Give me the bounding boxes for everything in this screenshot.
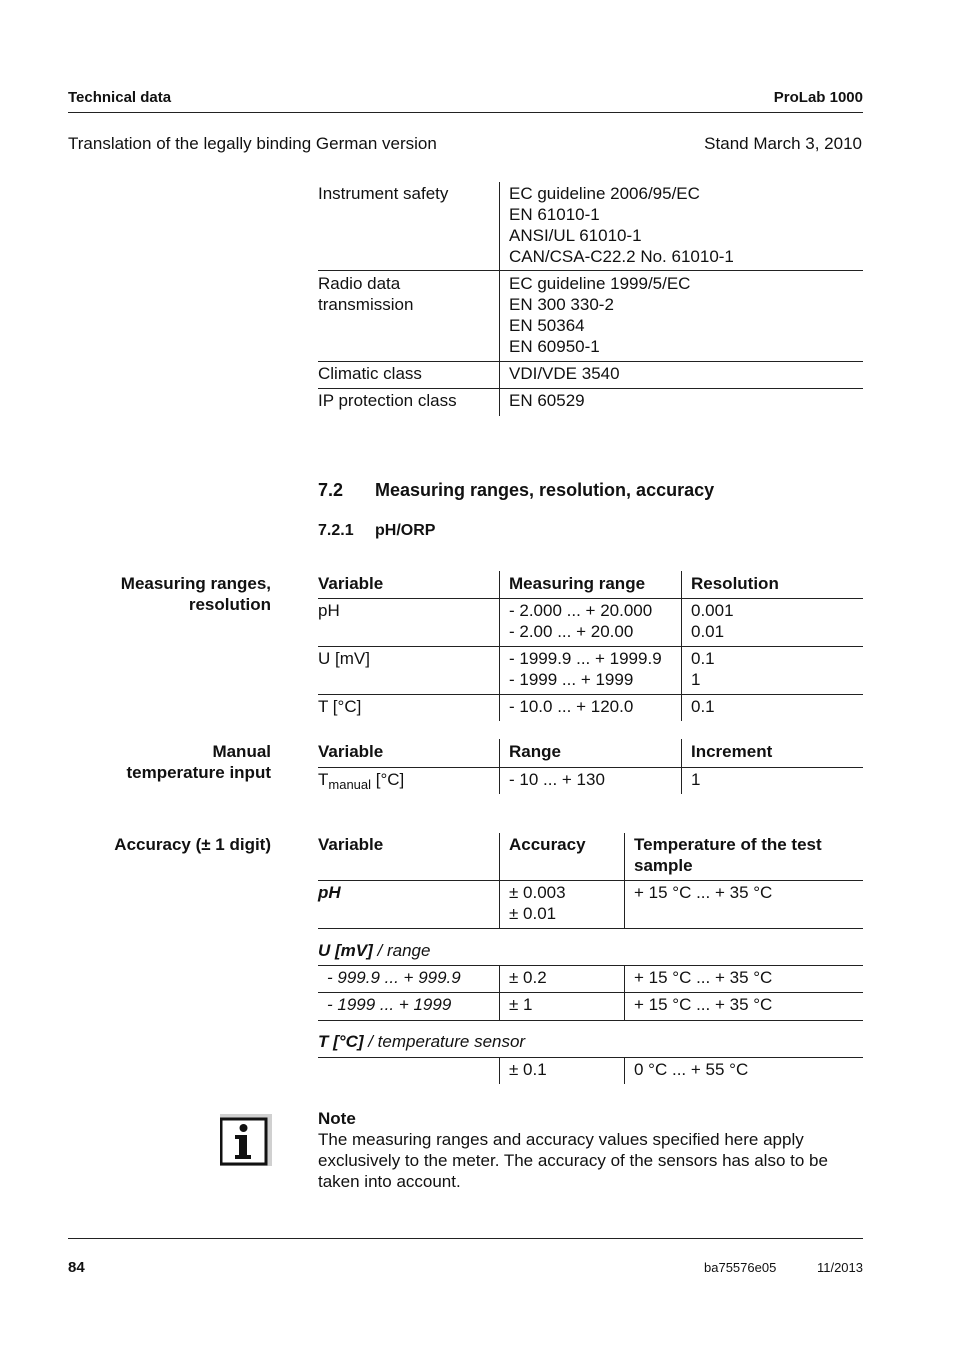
safety-label-radio: Radio data transmission <box>318 274 414 314</box>
stand-date: Stand March 3, 2010 <box>704 134 862 153</box>
table-column-rule <box>624 833 625 928</box>
footer-rule <box>68 1238 863 1239</box>
ranges-header-variable: Variable <box>318 574 384 593</box>
accuracy-mv-temp-1: + 15 °C ... + 35 °C <box>634 968 773 987</box>
table-divider <box>318 928 863 929</box>
manual-increment: 1 <box>691 770 701 789</box>
section-title: Measuring ranges, resolution, accuracy <box>375 480 715 500</box>
note-title: Note <box>318 1109 356 1128</box>
table-column-rule <box>499 182 500 416</box>
manual-range: - 10 ... + 130 <box>509 770 605 789</box>
table-divider <box>318 270 863 271</box>
table-column-rule <box>624 965 625 1020</box>
translation-note: Translation of the legally binding German version <box>68 134 437 153</box>
subsection-title: pH/ORP <box>375 522 436 539</box>
safety-values-radio: EC guideline 1999/5/EC EN 300 330-2 EN 50364 EN 60950-1 <box>509 274 691 356</box>
doc-id: ba75576e05 <box>704 1260 777 1275</box>
accuracy-mv-range-2: - 1999 ... + 1999 <box>327 995 452 1014</box>
table-divider <box>318 767 863 768</box>
accuracy-mv-temp-2: + 15 °C ... + 35 °C <box>634 995 773 1014</box>
accuracy-group-mv: U [mV] / range <box>318 941 431 960</box>
accuracy-side-label: Accuracy (± 1 digit) <box>114 835 271 854</box>
safety-label-ip: IP protection class <box>318 391 457 410</box>
safety-values-instrument: EC guideline 2006/95/EC EN 61010-1 ANSI/UL 61010-1 CAN/CSA-C22.2 No. 61010-1 <box>509 184 734 266</box>
safety-label-instrument: Instrument safety <box>318 184 449 203</box>
safety-label-climatic: Climatic class <box>318 364 422 383</box>
accuracy-header-accuracy: Accuracy <box>509 835 586 854</box>
accuracy-mv-value-2: ± 1 <box>509 995 533 1014</box>
ranges-range-ph: - 2.000 ... + 20.000 - 2.00 ... + 20.00 <box>509 601 653 641</box>
safety-value-ip: EN 60529 <box>509 391 585 410</box>
ranges-res-mv: 0.1 1 <box>691 649 715 689</box>
accuracy-group-t: T [°C] / temperature sensor <box>318 1032 526 1051</box>
ranges-side-label: Measuring ranges, resolution <box>120 574 271 614</box>
ranges-var-mv: U [mV] <box>318 649 370 668</box>
header-product-name: ProLab 1000 <box>773 89 863 106</box>
ranges-range-mv: - 1999.9 ... + 1999.9 - 1999 ... + 1999 <box>509 649 662 689</box>
accuracy-temp-ph: + 15 °C ... + 35 °C <box>634 883 773 902</box>
note-body: The measuring ranges and accuracy values specified here apply exclusively to the meter. The accuracy of the sensors has also to be taken into account. <box>318 1130 828 1191</box>
table-column-rule <box>624 1057 625 1084</box>
accuracy-t-temp: 0 °C ... + 55 °C <box>634 1060 749 1079</box>
manual-var-tmanual: $T_{manual}$ [°C] <box>318 770 405 792</box>
table-divider <box>318 388 863 389</box>
accuracy-var-ph: pH <box>318 883 341 902</box>
accuracy-header-temperature: Temperature of the test sample <box>634 835 822 875</box>
doc-date: 11/2013 <box>816 1260 863 1275</box>
manual-header-increment: Increment <box>691 742 773 761</box>
section-number: 7.2 <box>318 480 344 500</box>
table-divider <box>318 646 863 647</box>
table-column-rule <box>681 571 682 721</box>
table-divider <box>318 361 863 362</box>
info-icon <box>220 1114 272 1166</box>
page-number: 84 <box>68 1259 85 1276</box>
safety-value-climatic: VDI/VDE 3540 <box>509 364 620 383</box>
ranges-var-ph: pH <box>318 601 340 620</box>
table-divider <box>318 1057 863 1058</box>
header-rule <box>68 112 863 113</box>
manual-header-range: Range <box>509 742 561 761</box>
ranges-var-t: T [°C] <box>318 697 362 716</box>
accuracy-mv-range-1: - 999.9 ... + 999.9 <box>327 968 461 987</box>
ranges-header-resolution: Resolution <box>691 574 779 593</box>
ranges-range-t: - 10.0 ... + 120.0 <box>509 697 634 716</box>
header-section-title: Technical data <box>68 89 172 106</box>
table-divider <box>318 694 863 695</box>
table-divider <box>318 1020 863 1021</box>
ranges-res-ph: 0.001 0.01 <box>691 601 734 641</box>
manual-side-label: Manual temperature input <box>126 742 271 782</box>
accuracy-value-ph: ± 0.003 ± 0.01 <box>509 883 566 923</box>
table-divider <box>318 992 863 993</box>
accuracy-t-value: ± 0.1 <box>509 1060 547 1079</box>
table-divider <box>318 880 863 881</box>
table-divider <box>318 598 863 599</box>
table-column-rule <box>499 965 500 1020</box>
accuracy-header-variable: Variable <box>318 835 384 854</box>
accuracy-mv-value-1: ± 0.2 <box>509 968 547 987</box>
table-column-rule <box>499 739 500 794</box>
table-divider <box>318 965 863 966</box>
ranges-res-t: 0.1 <box>691 697 715 716</box>
table-column-rule <box>499 1057 500 1084</box>
table-column-rule <box>499 571 500 721</box>
manual-header-variable: Variable <box>318 742 384 761</box>
table-column-rule <box>499 833 500 928</box>
table-column-rule <box>681 739 682 794</box>
subsection-number: 7.2.1 <box>318 522 354 539</box>
ranges-header-range: Measuring range <box>509 574 646 593</box>
